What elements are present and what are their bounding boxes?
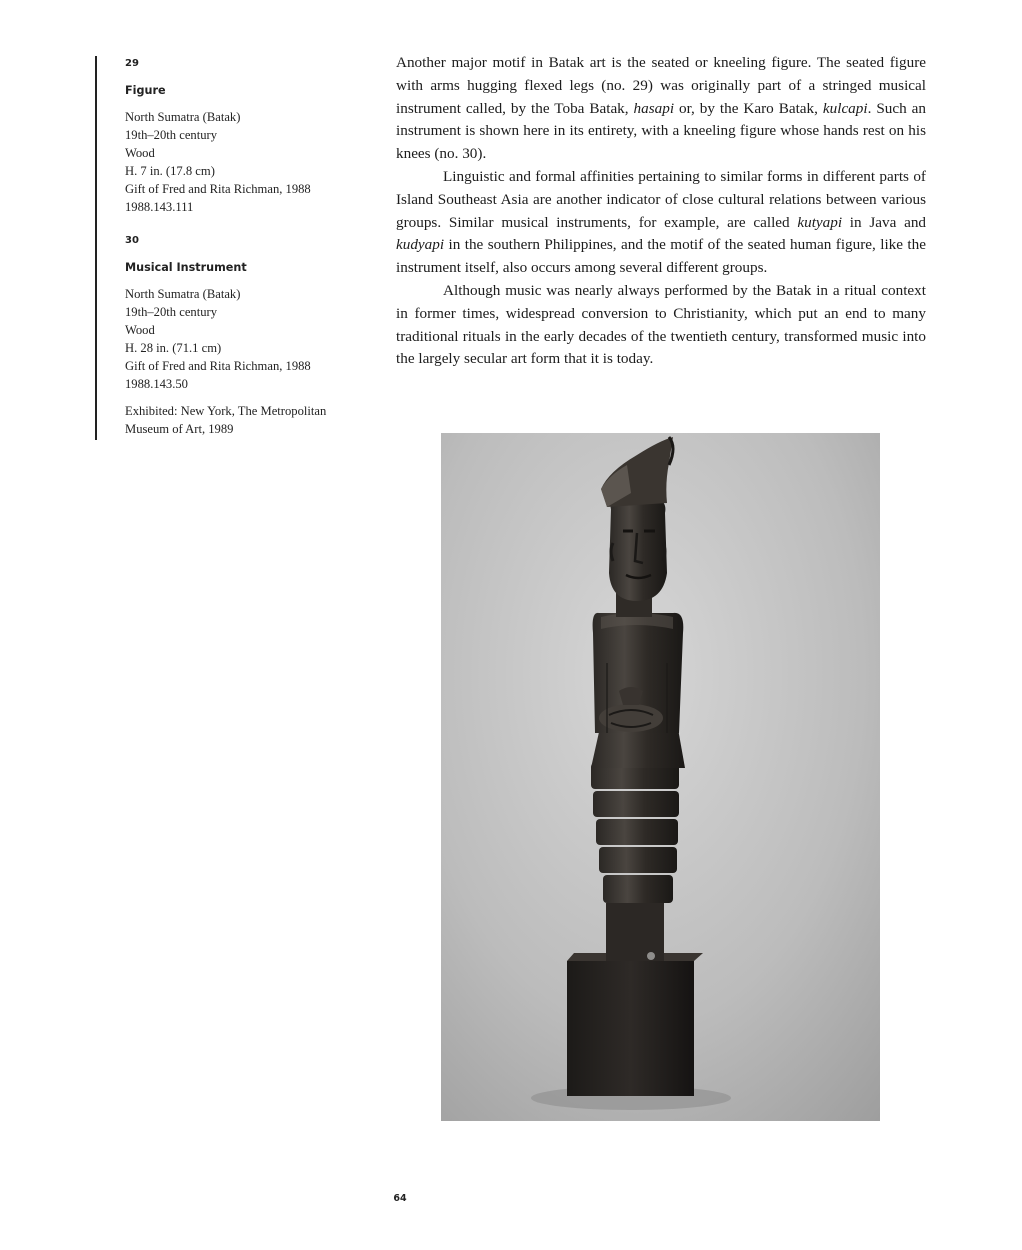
meta-origin: North Sumatra (Batak) xyxy=(125,287,241,301)
text-run: in the southern Philippines, and the motif of the seated human figure, like the instrument itself, also occurs among several different groups. xyxy=(396,236,926,277)
figure-photograph xyxy=(441,433,880,1121)
meta-dimensions: H. 28 in. (71.1 cm) xyxy=(125,341,222,355)
paragraph-1 xyxy=(396,52,926,166)
catalogue-title: Musical Instrument xyxy=(125,261,247,274)
catalogue-title: Figure xyxy=(125,84,166,97)
meta-date: 19th–20th century xyxy=(125,305,217,319)
margin-rule xyxy=(95,56,97,440)
meta-date: 19th–20th century xyxy=(125,128,217,142)
paragraph-3 xyxy=(396,280,926,371)
meta-dimensions: H. 7 in. (17.8 cm) xyxy=(125,164,215,178)
text-run: in Java and xyxy=(842,213,927,231)
text-run: Linguistic and formal affinities pertaining to similar forms in different parts of Island Southeast Asia are another indicator of close cultural relations between various groups. Similar musical instruments, for example, are called xyxy=(396,167,926,231)
meta-credit: Gift of Fred and Rita Richman, 1988 xyxy=(125,359,311,373)
exhibited-line: Exhibited: New York, The Metropolitan xyxy=(125,404,327,418)
meta-material: Wood xyxy=(125,146,155,160)
exhibited-line: Museum of Art, 1989 xyxy=(125,422,234,436)
meta-credit: Gift of Fred and Rita Richman, 1988 xyxy=(125,182,311,196)
meta-accession: 1988.143.111 xyxy=(125,200,194,214)
body-text xyxy=(396,52,926,371)
text-run: Another major motif in Batak art is the seated or kneeling figure. The seated figure with arms hugging flexed legs (no. 29) was originally part of a stringed musical instrument called, by the Toba Batak, xyxy=(396,54,926,117)
meta-accession: 1988.143.50 xyxy=(125,377,188,391)
text-run: . Such an instrument is shown here in its entirety, with a kneeling figure whose hands rest on his knees (no. 30). xyxy=(396,99,926,163)
catalogue-number: 29 xyxy=(125,58,139,69)
meta-origin: North Sumatra (Batak) xyxy=(125,110,241,124)
paragraph-2 xyxy=(396,166,926,280)
catalogue-entry-30 xyxy=(125,234,365,438)
catalogue-number: 30 xyxy=(125,235,139,246)
catalogue-entry-29 xyxy=(125,57,365,216)
italic-term: hasapi xyxy=(633,99,675,117)
italic-term: kulcapi xyxy=(822,99,868,117)
meta-material: Wood xyxy=(125,323,155,337)
catalogue-meta xyxy=(125,285,365,393)
text-run: Although music was nearly always performed by the Batak in a ritual context in former times, widespread conversion to Christianity, which put an end to many traditional rituals in the early decades of the twentieth century, transformed music into the largely secular art form that it is today. xyxy=(396,281,926,368)
italic-term: kudyapi xyxy=(396,236,445,254)
italic-term: kutyapi xyxy=(797,213,843,231)
catalogue-meta xyxy=(125,108,365,216)
catalogue-sidebar xyxy=(125,57,365,438)
page-number: 64 xyxy=(393,1193,407,1204)
exhibition-history xyxy=(125,402,365,438)
text-run: or, by the Karo Batak, xyxy=(674,99,823,117)
